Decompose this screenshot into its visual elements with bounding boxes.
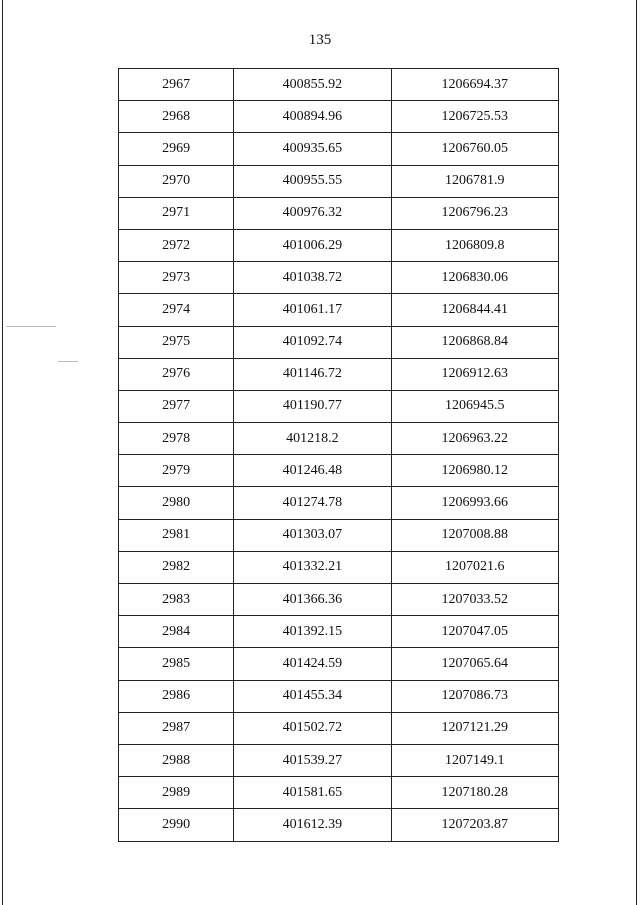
table-row (119, 69, 559, 101)
y-coordinate-cell: 1207008.88 (391, 519, 558, 551)
point-number-cell: 2967 (119, 69, 234, 101)
page-edge-right (636, 0, 637, 905)
table-row (119, 648, 559, 680)
y-coordinate-cell: 1206945.5 (391, 390, 558, 422)
y-coordinate-cell: 1207033.52 (391, 584, 558, 616)
y-coordinate-cell: 1206868.84 (391, 326, 558, 358)
point-number-cell: 2975 (119, 326, 234, 358)
point-number-cell: 2971 (119, 197, 234, 229)
point-number-cell: 2990 (119, 809, 234, 841)
x-coordinate-cell: 401274.78 (234, 487, 391, 519)
y-coordinate-cell: 1206980.12 (391, 455, 558, 487)
scan-mark (58, 361, 78, 362)
y-coordinate-cell: 1206912.63 (391, 358, 558, 390)
y-coordinate-cell: 1206830.06 (391, 262, 558, 294)
table-body (119, 69, 559, 842)
y-coordinate-cell: 1206781.9 (391, 165, 558, 197)
point-number-cell: 2988 (119, 744, 234, 776)
table-row (119, 551, 559, 583)
table-row (119, 616, 559, 648)
point-number-cell: 2978 (119, 423, 234, 455)
table-row (119, 262, 559, 294)
table-row (119, 744, 559, 776)
table-row (119, 197, 559, 229)
y-coordinate-cell: 1207149.1 (391, 744, 558, 776)
x-coordinate-cell: 401332.21 (234, 551, 391, 583)
x-coordinate-cell: 400855.92 (234, 69, 391, 101)
table-row (119, 809, 559, 841)
point-number-cell: 2982 (119, 551, 234, 583)
y-coordinate-cell: 1207180.28 (391, 777, 558, 809)
x-coordinate-cell: 401612.39 (234, 809, 391, 841)
y-coordinate-cell: 1206993.66 (391, 487, 558, 519)
point-number-cell: 2981 (119, 519, 234, 551)
page-edge-left (2, 0, 3, 905)
x-coordinate-cell: 401502.72 (234, 712, 391, 744)
table-row (119, 358, 559, 390)
table-row (119, 165, 559, 197)
table-row (119, 777, 559, 809)
scan-mark (6, 326, 56, 327)
table-row (119, 294, 559, 326)
point-number-cell: 2968 (119, 101, 234, 133)
point-number-cell: 2984 (119, 616, 234, 648)
x-coordinate-cell: 401246.48 (234, 455, 391, 487)
point-number-cell: 2979 (119, 455, 234, 487)
point-number-cell: 2987 (119, 712, 234, 744)
table-row (119, 423, 559, 455)
y-coordinate-cell: 1206963.22 (391, 423, 558, 455)
point-number-cell: 2974 (119, 294, 234, 326)
table-row (119, 390, 559, 422)
x-coordinate-cell: 401006.29 (234, 229, 391, 261)
y-coordinate-cell: 1207203.87 (391, 809, 558, 841)
x-coordinate-cell: 400976.32 (234, 197, 391, 229)
y-coordinate-cell: 1206844.41 (391, 294, 558, 326)
x-coordinate-cell: 401146.72 (234, 358, 391, 390)
table-row (119, 101, 559, 133)
y-coordinate-cell: 1207086.73 (391, 680, 558, 712)
y-coordinate-cell: 1206694.37 (391, 69, 558, 101)
x-coordinate-cell: 401581.65 (234, 777, 391, 809)
point-number-cell: 2985 (119, 648, 234, 680)
y-coordinate-cell: 1207047.05 (391, 616, 558, 648)
table-row (119, 487, 559, 519)
y-coordinate-cell: 1206760.05 (391, 133, 558, 165)
y-coordinate-cell: 1206796.23 (391, 197, 558, 229)
x-coordinate-cell: 401366.36 (234, 584, 391, 616)
y-coordinate-cell: 1207021.6 (391, 551, 558, 583)
y-coordinate-cell: 1206725.53 (391, 101, 558, 133)
table-row (119, 584, 559, 616)
point-number-cell: 2983 (119, 584, 234, 616)
x-coordinate-cell: 400894.96 (234, 101, 391, 133)
point-number-cell: 2970 (119, 165, 234, 197)
point-number-cell: 2986 (119, 680, 234, 712)
table-row (119, 519, 559, 551)
table-row (119, 680, 559, 712)
x-coordinate-cell: 401061.17 (234, 294, 391, 326)
point-number-cell: 2973 (119, 262, 234, 294)
table-row (119, 712, 559, 744)
table-row (119, 133, 559, 165)
page-number: 135 (308, 32, 332, 48)
point-number-cell: 2989 (119, 777, 234, 809)
x-coordinate-cell: 401190.77 (234, 390, 391, 422)
x-coordinate-cell: 401455.34 (234, 680, 391, 712)
x-coordinate-cell: 400955.55 (234, 165, 391, 197)
x-coordinate-cell: 401038.72 (234, 262, 391, 294)
point-number-cell: 2972 (119, 229, 234, 261)
x-coordinate-cell: 401539.27 (234, 744, 391, 776)
x-coordinate-cell: 401392.15 (234, 616, 391, 648)
x-coordinate-cell: 400935.65 (234, 133, 391, 165)
point-number-cell: 2980 (119, 487, 234, 519)
y-coordinate-cell: 1206809.8 (391, 229, 558, 261)
coordinates-table (118, 68, 559, 842)
point-number-cell: 2976 (119, 358, 234, 390)
point-number-cell: 2977 (119, 390, 234, 422)
table-row (119, 229, 559, 261)
table-row (119, 326, 559, 358)
x-coordinate-cell: 401092.74 (234, 326, 391, 358)
point-number-cell: 2969 (119, 133, 234, 165)
x-coordinate-cell: 401424.59 (234, 648, 391, 680)
x-coordinate-cell: 401303.07 (234, 519, 391, 551)
y-coordinate-cell: 1207065.64 (391, 648, 558, 680)
table-row (119, 455, 559, 487)
y-coordinate-cell: 1207121.29 (391, 712, 558, 744)
x-coordinate-cell: 401218.2 (234, 423, 391, 455)
